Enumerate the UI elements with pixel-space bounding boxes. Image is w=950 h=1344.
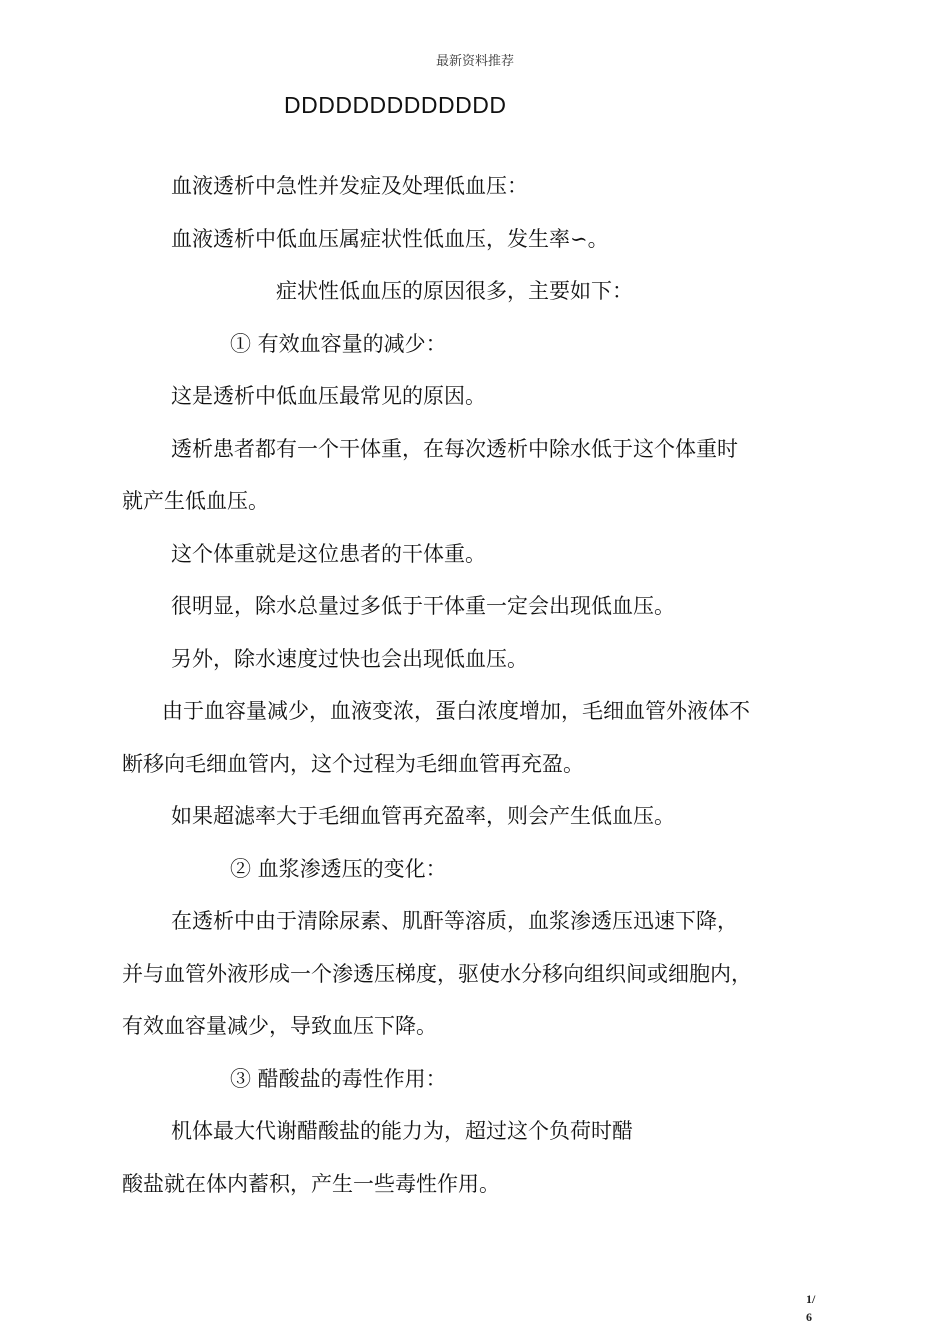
paragraph-line: 机体最大代谢醋酸盐的能力为，超过这个负荷时醋: [171, 1119, 633, 1143]
section-heading: ② 血浆渗透压的变化：: [230, 857, 447, 881]
paragraph-line: 由于血容量减少，血液变浓，蛋白浓度增加，毛细血管外液体不: [162, 699, 750, 723]
paragraph-line: 这个体重就是这位患者的干体重。: [171, 542, 486, 566]
paragraph-line: 血液透析中低血压属症状性低血压，发生率∽。: [171, 227, 609, 251]
paragraph-line: 酸盐就在体内蓄积，产生一些毒性作用。: [122, 1172, 500, 1196]
paragraph-line: 如果超滤率大于毛细血管再充盈率，则会产生低血压。: [171, 804, 675, 828]
paragraph-line: 血液透析中急性并发症及处理低血压：: [171, 174, 528, 198]
paragraph-line: 透析患者都有一个干体重，在每次透析中除水低于这个体重时: [171, 437, 738, 461]
paragraph-line: 并与血管外液形成一个渗透压梯度，驱使水分移向组织间或细胞内，: [122, 962, 752, 986]
paragraph-line: 很明显，除水总量过多低于干体重一定会出现低血压。: [171, 594, 675, 618]
paragraph-line: 这是透析中低血压最常见的原因。: [171, 384, 486, 408]
section-heading: ① 有效血容量的减少：: [230, 332, 447, 356]
paragraph-line: 症状性低血压的原因很多，主要如下：: [276, 279, 633, 303]
paragraph-line: 有效血容量减少，导致血压下降。: [122, 1014, 437, 1038]
page-header: 最新资料推荐: [435, 54, 514, 69]
page-number-current: 1/: [806, 1292, 816, 1306]
paragraph-line: 在透析中由于清除尿素、肌酐等溶质，血浆渗透压迅速下降，: [171, 909, 738, 933]
section-heading: ③ 醋酸盐的毒性作用：: [230, 1067, 447, 1091]
paragraph-line: 就产生低血压。: [122, 489, 269, 513]
document-title: DDDDDDDDDDDDD: [284, 92, 507, 118]
paragraph-line: 断移向毛细血管内，这个过程为毛细血管再充盈。: [122, 752, 584, 776]
paragraph-line: 另外，除水速度过快也会出现低血压。: [171, 647, 528, 671]
page-number-total: 6: [806, 1310, 812, 1324]
